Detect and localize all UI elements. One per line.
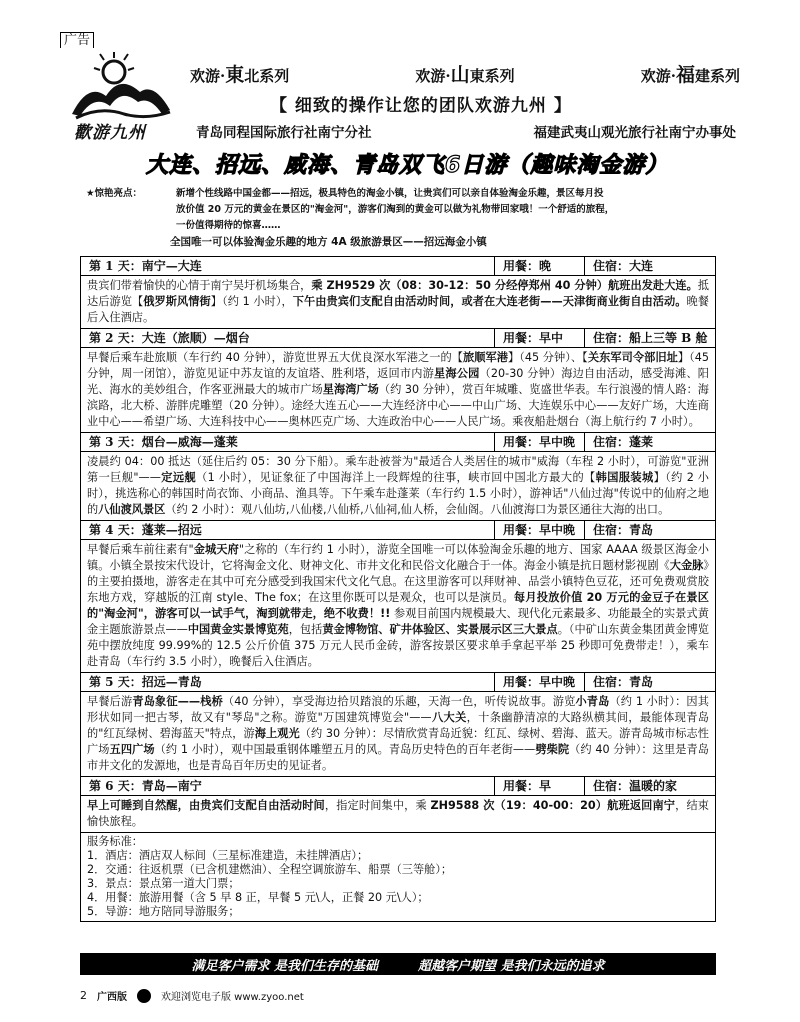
page-footer xyxy=(80,988,304,1003)
day-meal: 用餐：早 xyxy=(495,777,585,795)
day-stay: 住宿：大连 xyxy=(593,259,654,273)
day-header xyxy=(81,521,715,540)
day-meal: 用餐：早中 xyxy=(495,329,585,347)
highlight-section xyxy=(86,186,722,250)
highlight-line: 新增个性线路中国金都——招远，极具特色的淘金小镇，让贵宾们可以亲自体验淘金乐趣，景区每月投 xyxy=(176,188,604,199)
day-meal: 用餐：晚 xyxy=(495,257,585,275)
day-header xyxy=(81,433,715,452)
edition-label: 广西版 xyxy=(97,992,127,1003)
agency-qingdao: 青岛同程国际旅行社南宁分社 xyxy=(196,125,372,141)
day-description: 早餐后乘车赴旅顺（车行约 40 分钟），游览世界五大优良深水军港之一的【旅顺军港】（45 分钟）、【关东军司令部旧址】（45 分钟，周一闭馆），游览见证中苏友谊的友谊塔、胜利塔，返回市内游星海公园（20-30 分钟）海边自由活动，感受海滩、阳光、海水的美妙组合，作客亚洲最大的城市广场星海湾广场（约 30 分钟），赏百年城雕、览盛世华表。车行浪漫的情人路：海滨路，北大桥、游胖虎雕塑（20 分钟）。途经大连五心——大连经济中心——中山广场、大连娱乐中心——友好广场，大连商业中心——希望广场、大连科技中心——奥林匹克广场、大连政治中心——人民广场。乘夜船赴烟台（海上航行约 7 小时）。 xyxy=(81,348,715,433)
day-title: 第 6 天：青岛—南宁 xyxy=(81,777,495,795)
seal-icon xyxy=(137,989,151,1003)
highlight-tagline: 全国唯一可以体验淘金乐趣的地方 4A 级旅游景区——招远海金小镇 xyxy=(170,236,487,248)
day-description: 凌晨约 04：00 抵达（延住后约 05：30 分下船）。乘车赴被誉为"最适合人类居住的城市"威海（车程 2 小时），可游览"亚洲第一巨舰"——定远舰（1 小时），见证象征了中国海洋上一段辉煌的往事，峡市回中国北方最大的【韩国服装城】（约 2 小时），挑选称心的韩国时尚衣饰、小商品、渔具等。下午乘车赴蓬莱（车行约 1.5 小时），游神话"八仙过海"传说中的仙府之地的八仙渡风景区（约 2 小时）：观八仙坊,八仙楼,八仙桥,八仙祠,仙人桥，会仙阁。八仙渡海口为景区通往大海的出口。 xyxy=(81,452,715,521)
series-item-fujian: 欢游·福建系列 xyxy=(640,64,740,86)
service-standard-item: 2．交通：往返机票（已含机建燃油）、全程空调旅游车、船票（三等舱）； xyxy=(87,863,453,876)
day-meal: 用餐：早中晚 xyxy=(495,521,585,539)
day-description: 贵宾们带着愉快的心情于南宁吴圩机场集合，乘 ZH9529 次（08：30-12：50 分经停郑州 40 分钟）航班出发赴大连。抵达后游览【俄罗斯风情街】（约 1 小时），下午由贵宾们支配自由活动时间，或者在大连老街——天津街商业街自由活动。晚餐后入住酒店。 xyxy=(81,276,715,329)
day-stay: 住宿：青岛 xyxy=(593,675,654,689)
day-stay: 住宿：蓬莱 xyxy=(593,435,654,449)
day-meal: 用餐：早中晚 xyxy=(495,673,585,691)
day-description: 早上可睡到自然醒，由贵宾们支配自由活动时间，指定时间集中，乘 ZH9588 次（19：40-00：20）航班返回南宁，结束愉快旅程。 xyxy=(81,796,715,833)
footer-slogan: 满足客户需求 是我们生存的基础 xyxy=(191,958,378,974)
day-header xyxy=(81,329,715,348)
day-stay: 住宿：船上三等 B 舱 xyxy=(593,331,708,345)
day-header xyxy=(81,673,715,692)
day-description: 早餐后游青岛象征——栈桥（40 分钟），享受海边拾贝踏浪的乐趣，天海一色，听传说故事。游览小青岛（约 1 小时）：因其形状如同一把古琴，故又有"琴岛"之称。游览"万国建筑博览会"——八大关，十条幽静清凉的大路纵横其间，最能体现青岛的"红瓦绿树、碧海蓝天"特点，游海上观光（约 30 分钟）：尽情欣赏青岛近貌：红瓦、绿树、碧海、蓝天。游青岛城市标志性广场五四广场（约 1 小时），观中国最重钢体雕塑五月的风。青岛历史特色的百年老街——劈柴院（约 40 分钟）：这里是青岛市井文化的发源地，也是青岛百年历史的见证者。 xyxy=(81,692,715,777)
service-standard-item: 1．酒店：酒店双人标间（三星标准建造，未挂牌酒店）； xyxy=(87,849,369,862)
service-standard-item: 5．导游：地方陪同导游服务； xyxy=(87,905,240,918)
logo-text: 歡游九州 xyxy=(74,123,146,143)
day-title: 第 4 天：蓬莱—招远 xyxy=(81,521,495,539)
service-standards-title: 服务标准： xyxy=(87,835,143,848)
day-stay: 住宿：青岛 xyxy=(593,523,654,537)
slogan: 【 细致的操作让您的团队欢游九州 】 xyxy=(270,96,572,116)
service-standard-item: 4．用餐：旅游用餐（含 5 早 8 正，早餐 5 元\人，正餐 20 元\人）； xyxy=(87,891,429,904)
day-title: 第 3 天：烟台—威海—蓬莱 xyxy=(81,433,495,451)
agencies xyxy=(196,121,736,141)
highlight-line: 一份值得期待的惊喜…… xyxy=(176,220,281,231)
page-number: 2 xyxy=(80,989,87,1002)
day-header xyxy=(81,777,715,796)
agency-fujian: 福建武夷山观光旅行社南宁办事处 xyxy=(533,125,736,141)
advertisement-page xyxy=(60,48,740,978)
series-list xyxy=(190,60,740,87)
series-item-shandong: 欢游·山東系列 xyxy=(415,64,515,86)
day-meal: 用餐：早中晚 xyxy=(495,433,585,451)
footer-slogan-band xyxy=(80,953,716,975)
series-item-northeast: 欢游·東北系列 xyxy=(190,64,290,86)
day-title: 第 5 天：招远—青岛 xyxy=(81,673,495,691)
day-title: 第 2 天：大连（旅顺）—烟台 xyxy=(81,329,495,347)
day-header xyxy=(81,257,715,276)
day-description: 早餐后乘车前往素有"金城天府"之称的（车行约 1 小时），游览全国唯一可以体验淘金乐趣的地方、国家 AAAA 级景区海金小镇。小镇全景按宋代设计，它将淘金文化、财神文化、市井文化和民俗文化融合于一体。海金小镇是抗日题材影视剧《大金脉》的主要拍摄地，游客走在其中可充分感受到我国宋代文化气息。在这里游客可以拜财神、品尝小镇特色豆花，还可免费观赏胶东地方戏，穿越版的江南 style、The fox；在这里你既可以是观众，也可以是演员。每月投放价值 20 万元的金豆子在景区的"淘金河"，游客可以一试手气，淘到就带走，绝不收费！!! 参观目前国内规模最大、现代化元素最多、功能最全的实景式黄金主题旅游景点——中国黄金实景博览苑，包括黄金博物馆、矿井体验区、实景展示区三大景点。（中矿山东黄金集团黄金博览苑中摆放纯度 99.99%的 12.5 公斤价值 375 万元人民币金砖，游客按景区要求单手拿起平举 25 秒即可免费带走！），乘车赴青岛（车行约 3.5 小时），晚餐后入住酒店。 xyxy=(81,540,715,673)
ad-tag: 广告 xyxy=(60,32,94,50)
highlight-label: ★惊艳亮点： xyxy=(86,188,143,199)
day-title: 第 1 天：南宁—大连 xyxy=(81,257,495,275)
website-link[interactable]: 欢迎浏览电子版 www.zyoo.net xyxy=(161,992,304,1003)
highlight-line: 放价值 20 万元的黄金在景区的"淘金河"，游客们淘到的黄金可以做为礼物带回家哦！一个舒适的旅程， xyxy=(176,204,615,215)
service-standards xyxy=(81,833,715,921)
service-standard-item: 3．景点：景点第一道大门票； xyxy=(87,877,240,890)
page-title: 大连、招远、威海、青岛双飞6日游（趣味淘金游） xyxy=(146,153,669,178)
itinerary-table xyxy=(80,256,716,922)
footer-slogan: 超越客户期望 是我们永远的追求 xyxy=(418,958,605,974)
day-stay: 住宿：温暖的家 xyxy=(593,779,678,793)
